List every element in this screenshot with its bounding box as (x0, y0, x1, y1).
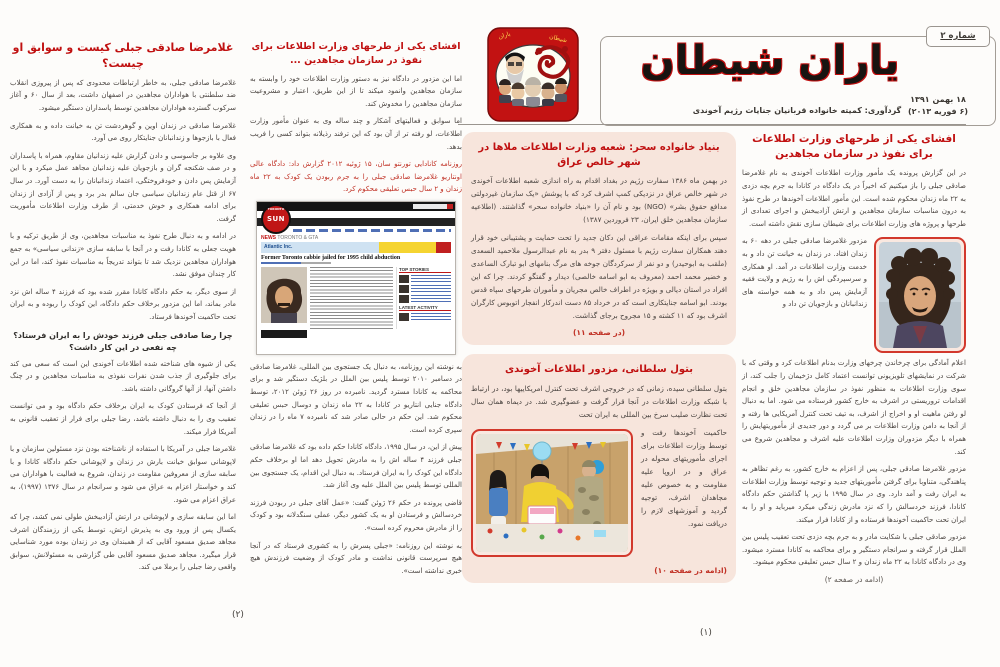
date-gregorian: (۶ فوریه ۲۰۱۳) (907, 107, 969, 116)
article-photo-flow (471, 427, 727, 560)
article-paragraph: یکی از شیوه های شناخته شده اطلاعات آخوندی این است که سعی می کند برای جلوگیری از جذب شدن نفرات نفوذی به مناسبات مجاهدین و در چنگ داشتن آنها، از آنها گروگانی داشته باشد. (10, 359, 236, 393)
article-paragraph: حاکمیت آخوندها رفت و توسط وزارت اطلاعات برای اجرای مأموریتهای محوله در عراق و در اروپا علیه مقاومت و به خصوص علیه مجاهدان اشرف، توجیه گردید و آموزشهای لازم را دریافت نمود. (641, 427, 727, 528)
article-paragraph: مزدور صادقی جبلی با شکایت مادر و به جرم بچه دزدی تحت تعقیب پلیس بین الملل قرار گرفته و سرانجام دستگیر و برای محاکمه به کانادا مسترد میشود. وی در دادگاه کانادا به ۲۲ ماه زندان و ۲ سال حبس تعلیقی محکوم میشود. (742, 533, 966, 567)
article-exposing-plan-p1 (742, 132, 966, 584)
article-paragraph: مزدور غلامرضا صادقی جبلی، پس از اعزام به خارج کشور، به رغم تظاهر به پناهندگی، متناوبا برای گرفتن مأموریتهای جدید و توجیه توسط وزارت اطلاعات به ایران رفت و آمد دارد. وی در سال ۱۹۹۵ با زیر پا گذاشتن حکم دادگاه کانادا، فرزند خردسالش را که نزد مادرش زندگی میکرد میرباید و او را به ایران تحت حاکمیت آخوندها فرستاده و از کانادا فرار میکند. (742, 465, 966, 524)
jebelli-portrait-photo (874, 237, 966, 353)
continued-on-page-note: (ادامه در صفحه ۱۰) (654, 565, 727, 575)
sidebar-story (399, 295, 451, 303)
article-paragraph: بتول سلطانی سیده، زمانی که در خروجی اشرف تحت کنترل امریکاییها بود، در ارتباط با شبکه وزارت اطلاعات در آنجا قرار گرفت و عضوگیری شد. در دیماه همان سال تحت نظارت صلیب سرخ بین المللی به ایران تحت (471, 383, 727, 419)
publication-dates (888, 94, 988, 118)
search-box-icon (413, 204, 453, 209)
date-persian: ۱۸ بهمن ۱۳۹۱ (910, 95, 966, 104)
svg-text:شیطان: شیطان (548, 33, 568, 45)
masthead-divider (458, 124, 966, 125)
article-paragraph: در این گزارش پرونده یک مأمور وزارت اطلاعات آخوندی به نام غلامرضا صادقی جبلی را باز میکنیم که اخیراً در یک دادگاه در کانادا به جرم بچه دزدی به ۲۲ ماه زندان محکوم شده است. این مأمور اطلاعات آخوندها در طرح نفوذ به درون مناسبات سازمان مجاهدین و ارتش آزادیبخش و اجرای تعدادی از طرحها و پروژه های وزارت اطلاعات برای شیطان سازی نقش داشته است. (742, 169, 966, 228)
sidebar-story (399, 313, 451, 321)
article-paragraph: غلامرضا جبلی در آمریکا با استفاده از ناشناخته بودن نزد مسئولین سازمان و با لاپوشانی سوابق خیانت بارش در زندان و لاپوشانی حکم دادگاه کانادا و با سابقه سازی از معروفین مقاومت در زندان، شروع به فعالیت با هواداران می کند و خواستار اعزام به عراق می شود و سرانجام در سال ۱۳۷۶ (۱۹۹۷)، به عراق اعزام می شود. (10, 445, 236, 504)
article-headline: بنیاد خانواده سحر: شعبه وزارت اطلاعات ملاها در شهر خالص عراق (478, 142, 720, 168)
article-paragraph: به نوشته این روزنامه، به دنبال یک جستجوی بین المللی، غلامرضا صادقی در دسامبر ۲۰۱۰ توسط پلیس بین الملل در بلژیک دستگیر شد و برای محاکمه به کانادا مسترد گردید. نامبرده در روز ۲۶ ژوئن ۲۰۱۲، توسط دادگاه جنایی انتاریو در کانادا به ۲۲ ماه زندان و دوسال حبس تعلیقی محکوم شد. این حکم در حالی صادر شد که نامبرده ۷ ماه را در زندان سپری کرده است. (250, 362, 462, 434)
article-headline: افشای یکی از طرحهای وزارت اطلاعات برای نفوذ در سازمان مجاهدین ... (251, 41, 461, 66)
publication-title: یاران شیطان (640, 38, 900, 84)
clipping-photo-curly-man (261, 267, 307, 323)
clipping-video-box (261, 330, 307, 338)
issue-number: شماره ۲ (926, 26, 990, 47)
article-highlight-paragraph: روزنامه کانادایی تورنتو سان، ۱۵ ژوئیه ۲۰۱۲ گزارش داد: دادگاه عالی اونتاریو غلامرضا صادقی جبلی را به جرم ربودن یک کودک به ۲۲ ماه زندان و ۲ سال حبس تعلیقی محکوم کرد. (250, 160, 463, 194)
svg-text:یاران: یاران (497, 30, 512, 41)
article-subheadline: چرا رضا صادقی جبلی فرزند خودش را به ایران فرستاد؟ چه نفعی در این کار داشت؟ (13, 330, 233, 352)
article-exposing-plan-p2 (250, 40, 462, 582)
article-paragraph: اما سوابق و فعالیتهای آشکار و چند ساله وی به عنوان مأمور وزارت اطلاعات، لو رفته تر از آن بود که این ترفند رذیلانه بتواند کسی را فریب بدهد. (250, 117, 462, 151)
article-paragraph: وی علاوه بر جاسوسی و دادن گزارش علیه زندانیان مقاوم، همراه با پاسداران و در صف شکنجه گران و بازجویان علیه زندانیان مجاهد عمل میکرد و با این آزمایش پس دادن و خودفروختگی، اعتماد زندانبانان را به دست آورد. در سال ۶۷ از قتل عام زندانیان سیاسی جان سالم بدر برد و پس از آزادی از زندان برای ادامه همکاری و خوش خدمتی، از طرف وزارت اطلاعات مأموریت گرفت. (10, 151, 236, 223)
article-sahar-foundation (462, 132, 736, 345)
party-photo (471, 429, 633, 557)
toronto-sun-clipping (256, 201, 456, 355)
article-paragraph: اعلام آمادگی برای چرخاندن چرخهای وزارت بدنام اطلاعات کرد و وقتی که با شرکت در نمایشهای تلویزیونی توانست اعتماد کامل دژخیمان را جلب کند، از سوی وزارت اطلاعات به منظور نفوذ در سازمان مجاهدین خلق و انجام اقدامات تروریستی در اشرف به خارج کشور فرستاده می شود. اما به دنبال لو رفتن ماهیت او و اخراج از اشرف، به تیف تحت کنترل آمریکایی ها رفته و از آنجا به دامن وزارت اطلاعات بر می گردد و دور جدیدی از مأموریتهایش را همراه با دیگر مزدوران وزارت اطلاعات علیه اشرف و مجاهدین شروع می کند. (742, 359, 966, 456)
article-photo-flow (742, 235, 966, 357)
page-number-left: (۲) (232, 610, 244, 620)
article-paragraph: سپس برای اینکه مقامات عراقی این دکان جدید را تحت حمایت و پشتیبانی خود قرار دهند همکاران سفارت رژیم با مسئول دفتر ۹ بدر به نام عبدالرسول ملاحمید السعدی (ملقب به ابوحیدر) و دو نفر از سرکردگان جوخه های مرگ بنامهای ابو تبارک الساعدی و خضیر محمد احمد (معروف به ابو اسامه خالصی) دیدار و گفتگو کردند. چرا که این افراد در استان دیالی و بویژه در اطراف خالص مجریان و مأموران طرحهای سپاه قدس بودند. ابو اسامه جنایتکاری است که در خرداد ۸۵ دست اندرکار انفجار اتوبوس کارگران اشرف بود که ۱۱ کشته و ۱۵ مجروح برجای گذاشت. (471, 232, 727, 320)
clipping-article-text (310, 267, 393, 329)
sun-logo-icon: TORONTO SUN (261, 204, 291, 234)
article-paragraph: در بهمن ماه ۱۳۸۶ سفارت رژیم در بغداد اقدام به راه اندازی شعبه اطلاعات آخوندی در شهر خالص عراق در نزدیکی کمپ اشرف کرد که با پوشش «یک سازمان غیردولتی مدافع حقوق بشر» (NGO) بود و نام آن را «بنیاد خانواده سحر» گذاشتند. (اطلاعیه سازمان مجاهدین خلق ایران، ۲۳ فروردین ۱۳۸۷) (471, 176, 727, 224)
page-number-right: (۱) (700, 628, 712, 638)
sidebar-story (399, 285, 451, 293)
clipping-subnav-links (293, 228, 451, 233)
clipping-byline (261, 262, 451, 265)
story-thumbnail (399, 295, 409, 303)
article-headline: بتول سلطانی، مزدور اطلاعات آخوندی (505, 364, 693, 376)
article-paragraph: از سوی دیگر، به حکم دادگاه کانادا مقرر شده بود که فرزند ۴ ساله اش نزد مادر بماند، اما این مزدور برخلاف حکم دادگاه، این کودک را ربوده و به ایران تحت حاکمیت آخوندها فرستاد. (10, 287, 236, 321)
right-page-middle-column (462, 132, 736, 592)
publication-logo-icon (487, 27, 579, 122)
sidebar-story (399, 275, 451, 283)
article-paragraph: از آنجا که فرستادن کودک به ایران برخلاف حکم دادگاه بود و می توانست تعقیب وی را به دنبال داشته باشد، رضا جبلی برای فرار از تعقیب قانونی به آمریکا فرار میکند. (10, 402, 236, 436)
article-paragraph: پیش از این، در سال ۱۹۹۵، دادگاه کانادا حکم داده بود که غلامرضا صادقی جبلی فرزند ۴ ساله اش را به مادرش تحویل دهد اما او برخلاف حکم دادگاه این کودک را به ایران فرستاد. به دنبال این اقدام، یک جستجوی بین المللی توسط پلیس بین الملل علیه وی آغاز شد. (250, 443, 462, 490)
article-headline: غلامرضا صادقی جبلی کیست و سوابق او چیست؟ (12, 41, 234, 70)
continued-on-page-note: (در صفحه ۱۱) (572, 328, 625, 338)
article-paragraph: مزدور غلامرضا صادقی جبلی در دهه ۶۰ به زندان افتاد. در زندان به خیانت تن داد و به خدمت وزارت اطلاعات در آمد. او همکاری و سرسپردگی اش را به رژیم و ولایت فقیه آزمایش پس داد و به همه خواسته های زندانبانان و بازجویان تن داد و (742, 237, 867, 309)
article-paragraph: اما این مزدور در دادگاه نیز به دستور وزارت اطلاعات خود را وابسته به سازمان مجاهدین وانمود میکند تا از این طریق، اعتبار و مشروعیت سازمان مجاهدین را مخدوش کند. (250, 74, 462, 108)
clipping-ad-banner: Atlantic Inc. (261, 242, 451, 253)
story-thumbnail (399, 313, 409, 321)
article-paragraph: قاضی پرونده در حکم ۲۶ ژوئن گفت: «عمل آقای جبلی در ربودن فرزند خردسالش و فرستادن او به یک کشور دیگر، عملی سنگدلانه بود و کودک را از مادرش محروم کرده است». (250, 498, 462, 532)
article-batool-soltani (462, 354, 736, 582)
clipping-headline: Former Toronto cabbie jailed for 1995 child abduction (261, 254, 401, 261)
clipping-sidebar: TOP STORIES LATEST ACTIVITY (396, 267, 451, 329)
article-headline: افشای یکی از طرحهای وزارت اطلاعات برای نفوذ در سازمان مجاهدین (752, 133, 956, 161)
clipping-body (261, 267, 451, 329)
article-paragraph: اما این سابقه سازی و لاپوشانی در ارتش آزادیبخش طولی نمی کشد، چرا که یکسال پس از ورود وی به پذیرش ارتش، توسط یکی از رزمندگان اشرف مجاهد صدیق مسعود آقایی که از همبندان وی در زندان بوده مورد شناسایی قرار میگیرد. مجاهد صدیق مسعود آقایی طی گزارشی به مسئولانش، سوابق واقعی رضا جبلی را برملا می کند. (10, 513, 236, 572)
article-paragraph: غلامرضا صادقی جبلی، به خاطر ارتباطات محدودی که پس از پیروزی انقلاب ضد سلطنتی با هواداران مجاهدین در اصفهان داشت، بعد از سال ۶۰ و آغاز سرکوب گسترده هواداران مجاهدین توسط پاسداران دستگیر میشود. (10, 78, 236, 113)
article-who-is-jebelli (10, 40, 236, 579)
story-thumbnail (399, 275, 409, 283)
clipping-section-label: NEWS TORONTO & GTA (261, 234, 319, 241)
article-paragraph: به نوشته این روزنامه: «جبلی پسرش را به کشوری فرستاد که در آنجا هیچ سرپرست قانونی نداشت و مادر کودک از وضعیت فرزندش هیچ خبری نداشته است». (250, 541, 462, 575)
story-thumbnail (399, 285, 409, 293)
publication-subtitle: گردآوری: کمیته خانواده قربانیان جنایات رژیم آخوندی (692, 106, 902, 115)
article-paragraph: در ادامه و به دنبال طرح نفوذ به مناسبات مجاهدین، وی از طریق ترکیه و با هویت جعلی به کانادا رفت و در آنجا با سابقه سازی «زندانی سیاسی» به جمع هواداران مجاهدین نزدیک شد تا بتواند تدریجاً به مناسبات نفوذ کند، اما در این کار چندان موفق نشد. (10, 232, 236, 279)
continued-on-page-note: (ادامه در صفحه ۲) (824, 574, 884, 584)
article-paragraph: غلامرضا صادقی در زندان اوین و گوهردشت تن به خیانت داده و به همکاری فعال با بازجوها و زندانبانان جنایتکار روی می آورد. (10, 121, 236, 143)
